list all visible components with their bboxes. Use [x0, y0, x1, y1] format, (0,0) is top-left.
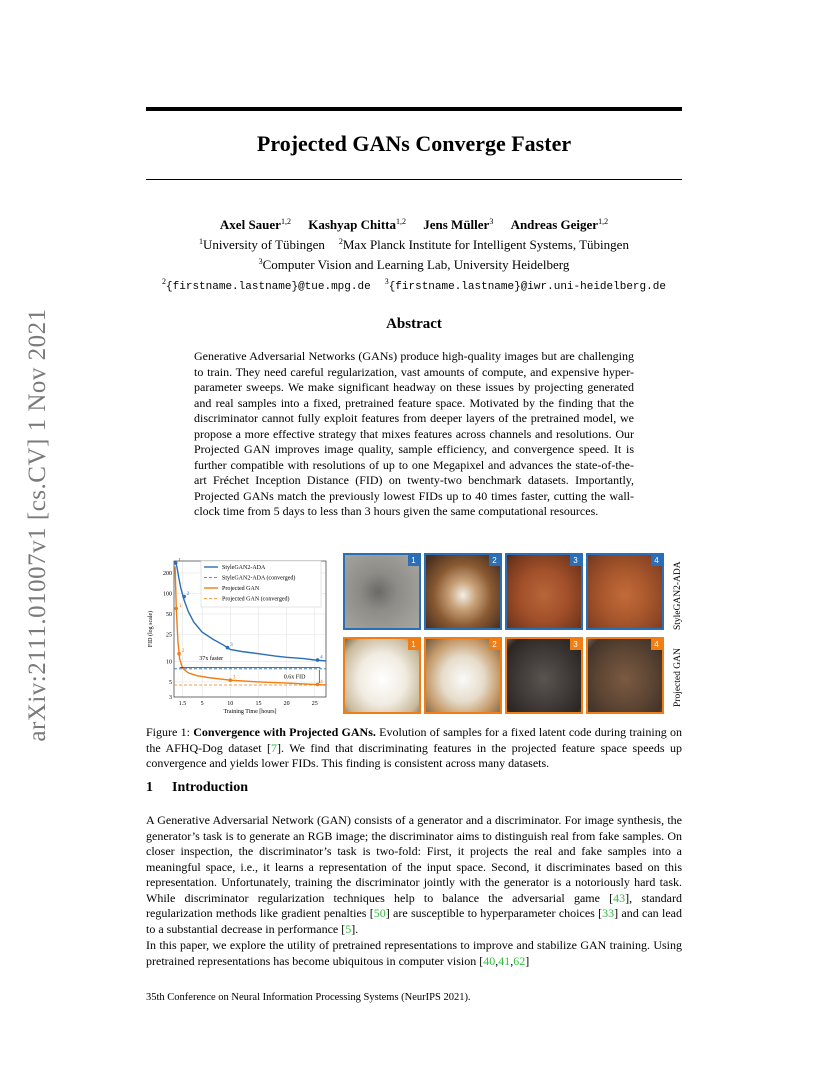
sample-image-stylegan-3: 3 [505, 553, 583, 630]
marker-label: 3 [229, 642, 233, 649]
affiliations-line: $^1$University of Tübingen $^2$Max Planck Institute for Intelligent Systems, Tübingen [199, 237, 629, 252]
sample-image-projected-3: 3 [505, 637, 583, 714]
marker-label: 2 [181, 648, 185, 655]
x-axis-label: Training Time [hours] [223, 709, 277, 715]
row-label-projected: Projected GAN [673, 648, 683, 707]
chart-annotation: 37x faster [199, 656, 224, 663]
author-name: Andreas Geiger [510, 217, 599, 232]
legend-entry: Projected GAN [222, 586, 260, 592]
y-tick-label: 25 [166, 632, 172, 639]
section-heading: 1 Introduction [146, 780, 248, 795]
affiliations-line: $^3$Computer Vision and Learning Lab, University Heidelberg [258, 257, 570, 272]
series-marker [316, 683, 320, 687]
citation-link[interactable]: 43 [613, 890, 626, 905]
citation-link[interactable]: 7 [270, 740, 277, 755]
title-top-rule [146, 107, 682, 111]
x-tick-label: 20 [283, 701, 290, 707]
sample-image-projected-1: 1 [343, 637, 421, 714]
sample-image-stylegan-1: 1 [343, 553, 421, 630]
intro-paragraph-1: A Generative Adversarial Network (GAN) consists of a generator and a discriminator. For image synthesis, the generator’s task is to generate an RGB image; the discriminator aims to distinguish real from fake samples. On closer inspection, the discriminator’s task is two-fold: First, it projects the real and fake samples into a meaningful space, i.e., it learns a representation of the input space. Second, it discriminates based on this representation. Unfortunately, training the discriminator jointly with the generator is a notoriously hard task. While discriminator regularization techniques help to balance the adversarial game [43], standard regularization methods like gradient penalties [50] are susceptible to hyperparameter choices [33] and can lead to a substantial decrease in performance [5]. [146, 813, 682, 936]
x-tick-label: 1.5 [178, 701, 187, 707]
legend-entry: StyleGAN2-ADA (converged) [222, 575, 296, 582]
series-marker [226, 646, 230, 650]
citation-link[interactable]: 41 [498, 953, 511, 968]
sample-image-projected-4: 4 [586, 637, 664, 714]
author-names: Axel Sauer$^{1,2}$ Kashyap Chitta$^{1,2}$ Jens Müller$^3$ Andreas Geiger$^{1,2}$ [219, 217, 609, 232]
series-marker [177, 652, 181, 656]
legend-entry: Projected GAN (converged) [222, 596, 290, 603]
intro-paragraph-2: In this paper, we explore the utility of pretrained representations to improve and stabilize GAN training. Using pretrained representations has become ubiquitous in computer vision [40,41,62] [146, 938, 682, 968]
series-marker [174, 607, 178, 611]
y-tick-label: 50 [166, 611, 172, 618]
y-tick-label: 200 [163, 570, 172, 577]
fid-chart [146, 555, 332, 715]
author-name: Jens Müller [423, 217, 490, 232]
legend-entry: StyleGAN2-ADA [222, 565, 266, 571]
y-tick-label: 3 [169, 695, 172, 701]
y-tick-label: 5 [169, 679, 172, 686]
series-marker [316, 658, 320, 662]
authors-block [146, 213, 682, 296]
sample-image-stylegan-4: 4 [586, 553, 664, 630]
abstract-text: Generative Adversarial Networks (GANs) produce high-quality images but are challenging to train. They need careful regularization, vast amounts of compute, and expensive hyper-parameter sweeps. We make significant headway on these issues by projecting generated and real samples into a fixed, pretrained feature space. Motivated by the finding that the discriminator cannot fully exploit features from deeper layers of the pretrained model, we propose a more effective strategy that mixes features across channels and resolutions. Our Projected GAN improves image quality, sample efficiency, and convergence speed. It is further compatible with resolutions of up to one Megapixel and advances the state-of-the-art Fréchet Inception Distance (FID) on twenty-two benchmark datasets. Importantly, Projected GANs match the previously lowest FIDs up to 40 times faster, cutting the wall-clock time from 5 days to less than 3 hours given the same computational resources. [194, 349, 634, 518]
arxiv-stamp: arXiv:2111.01007v1 [cs.CV] 1 Nov 2021 [24, 308, 51, 742]
row-label-stylegan: StyleGAN2-ADA [673, 561, 683, 630]
author-name: Axel Sauer [219, 217, 281, 232]
marker-label: 4 [320, 654, 323, 661]
citation-link[interactable]: 50 [373, 906, 386, 920]
title-bottom-rule [146, 179, 682, 180]
sample-image-stylegan-2: 2 [424, 553, 502, 630]
author-emails: $^2${firstname.lastname}@tue.mpg.de $^3${firstname.lastname}@iwr.uni-heidelberg.de [162, 277, 666, 293]
y-axis-label: FID (log scale) [148, 610, 154, 648]
marker-label: 2 [186, 591, 190, 598]
citation-link[interactable]: 62 [513, 953, 526, 968]
marker-label: 1 [178, 557, 181, 564]
paper-title: Projected GANs Converge Faster [256, 131, 572, 156]
marker-label: 1 [178, 603, 182, 610]
sample-grid [343, 553, 665, 715]
series-marker [228, 678, 232, 682]
x-tick-label: 25 [311, 701, 318, 707]
citation-link[interactable]: 33 [602, 906, 615, 920]
marker-label: 3 [232, 674, 236, 681]
sample-image-projected-2: 2 [424, 637, 502, 714]
x-tick-label: 15 [255, 701, 262, 707]
page-footer: 35th Conference on Neural Information Processing Systems (NeurIPS 2021). [146, 992, 471, 1003]
x-tick-label: 10 [227, 701, 234, 707]
y-tick-label: 10 [166, 659, 172, 666]
x-tick-label: 5 [200, 701, 204, 707]
marker-label: 4 [320, 678, 323, 685]
series-marker [182, 595, 186, 599]
figure-caption: Figure 1: Convergence with Projected GANs. Evolution of samples for a fixed latent code during training on the AFHQ-Dog dataset [7]. We find that discriminating features in the projected feature space speeds up convergence and yields lower FIDs. This finding is consistent across many datasets. [146, 725, 682, 770]
chart-annotation: 0.6x FID [283, 674, 306, 681]
y-tick-label: 100 [163, 591, 172, 598]
citation-link[interactable]: 40 [483, 953, 496, 968]
series-marker [174, 561, 178, 565]
citation-link[interactable]: 5 [345, 921, 352, 936]
author-name: Kashyap Chitta [308, 217, 396, 232]
abstract-heading: Abstract [386, 316, 442, 332]
